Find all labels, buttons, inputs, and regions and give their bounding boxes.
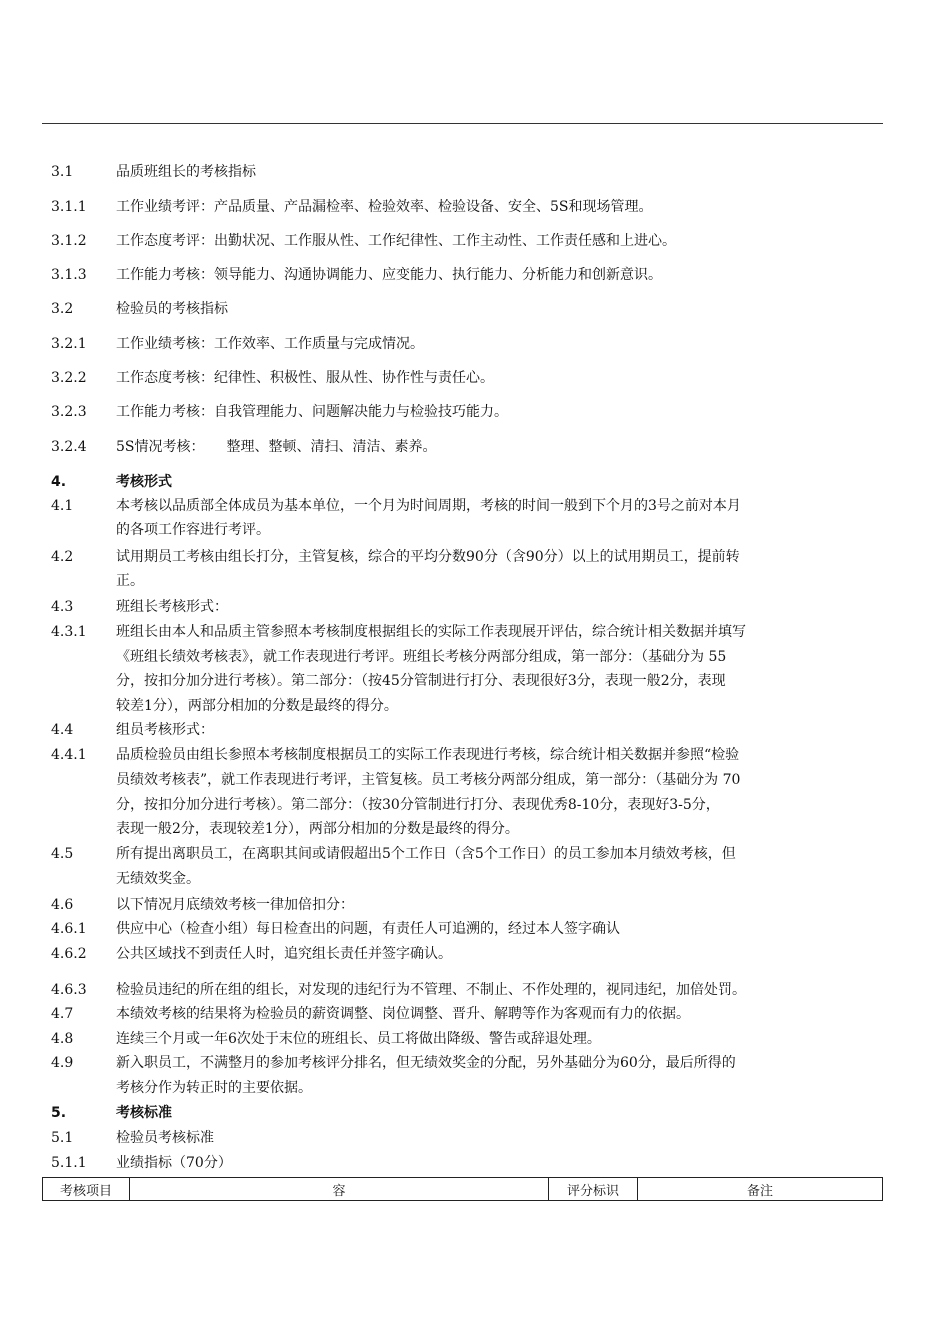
section-text: 检验员违纪的所在组的组长，对发现的违纪行为不管理、不制止、不作处理的，视同违纪，加倍处罚。 <box>116 982 746 998</box>
section-text: 公共区域找不到责任人时，追究组长责任并签字确认。 <box>116 946 452 962</box>
section-text: 正。 <box>116 573 144 589</box>
section-text: 员绩效考核表”，就工作表现进行考评，主管复核。员工考核分两部分组成，第一部分：（基础分为 70 <box>116 772 741 788</box>
section-number: 4.1 <box>51 498 74 514</box>
table-header-remark: 备注 <box>638 1178 883 1201</box>
section-number: 4.3 <box>51 599 74 615</box>
section-text: 工作能力考核：自我管理能力、问题解决能力与检验技巧能力。 <box>116 404 508 420</box>
section-number: 4.3.1 <box>51 624 87 640</box>
section-text <box>116 435 437 459</box>
section-number: 5.1 <box>51 1130 74 1146</box>
section-number: 4.9 <box>51 1055 74 1071</box>
section-number: 4. <box>51 474 67 490</box>
section-text: 供应中心（检查小组）每日检查出的问题，有责任人可追溯的，经过本人签字确认 <box>116 921 620 937</box>
table-header-row <box>43 1178 883 1201</box>
section-text: 连续三个月或一年6次处于末位的班组长、员工将做出降级、警告或辞退处理。 <box>116 1031 601 1047</box>
section-text: 工作业绩考核：工作效率、工作质量与完成情况。 <box>116 336 424 352</box>
section-text: 考核分作为转正时的主要依据。 <box>116 1080 312 1096</box>
section-text: 工作业绩考评：产品质量、产品漏检率、检验效率、检验设备、安全、5S和现场管理。 <box>116 199 653 215</box>
section-number: 3.1 <box>51 164 74 180</box>
section-text: 班组长考核形式： <box>116 599 228 615</box>
section-text: 无绩效奖金。 <box>116 871 200 887</box>
section-text: 较差1分），两部分相加的分数是最终的得分。 <box>116 698 398 714</box>
section-number: 3.2.1 <box>51 336 87 352</box>
section-number: 4.6.3 <box>51 982 87 998</box>
section-number: 4.4.1 <box>51 747 87 763</box>
section-text: 分，按扣分加分进行考核）。第二部分：（按45分管制进行打分、表现很好3分，表现一般2分，表现 <box>116 673 726 689</box>
section-number: 5.1.1 <box>51 1155 87 1171</box>
section-number: 4.2 <box>51 549 74 565</box>
section-number: 4.5 <box>51 846 74 862</box>
section-text: 试用期员工考核由组长打分，主管复核，综合的平均分数90分（含90分）以上的试用期员工，提前转 <box>116 549 740 565</box>
section-text: 工作态度考评：出勤状况、工作服从性、工作纪律性、工作主动性、工作责任感和上进心。 <box>116 233 676 249</box>
section-number: 4.4 <box>51 722 74 738</box>
section-number: 3.1.3 <box>51 267 87 283</box>
section-label: 5S情况考核： <box>116 439 205 455</box>
section-number: 4.7 <box>51 1006 74 1022</box>
section-number: 5. <box>51 1105 67 1121</box>
table-header-score: 评分标识 <box>549 1178 638 1201</box>
section-text: 组员考核形式： <box>116 722 214 738</box>
header-rule <box>42 123 883 124</box>
section-number: 3.1.2 <box>51 233 87 249</box>
section-number: 3.1.1 <box>51 199 87 215</box>
section-text: 品质班组长的考核指标 <box>116 164 256 180</box>
section-number: 4.8 <box>51 1031 74 1047</box>
section-text: 检验员的考核指标 <box>116 301 228 317</box>
section-text: 所有提出离职员工，在离职其间或请假超出5个工作日（含5个工作日）的员工参加本月绩效考核，但 <box>116 846 736 862</box>
section-number: 3.2.4 <box>51 439 87 455</box>
section-text: 分，按扣分加分进行考核）。第二部分：（按30分管制进行打分、表现优秀8-10分，表现好3-5分， <box>116 797 720 813</box>
section-text: 班组长由本人和品质主管参照本考核制度根据组长的实际工作表现展开评估，综合统计相关数据并填写 <box>116 624 746 640</box>
section-text: 表现一般2分，表现较差1分），两部分相加的分数是最终的得分。 <box>116 821 519 837</box>
section-text: 工作态度考核：纪律性、积极性、服从性、协作性与责任心。 <box>116 370 494 386</box>
section-text: 工作能力考核：领导能力、沟通协调能力、应变能力、执行能力、分析能力和创新意识。 <box>116 267 662 283</box>
assessment-table <box>42 1177 883 1201</box>
section-number: 4.6.2 <box>51 946 87 962</box>
section-number: 4.6.1 <box>51 921 87 937</box>
section-heading: 考核标准 <box>116 1105 172 1121</box>
section-number: 3.2 <box>51 301 74 317</box>
section-number: 3.2.3 <box>51 404 87 420</box>
section-text: 新入职员工，不满整月的参加考核评分排名，但无绩效奖金的分配，另外基础分为60分，最后所得的 <box>116 1055 736 1071</box>
section-number: 4.6 <box>51 897 74 913</box>
table-header-content: 容 <box>130 1178 549 1201</box>
section-number: 3.2.2 <box>51 370 87 386</box>
section-heading: 考核形式 <box>116 474 172 490</box>
section-text: 业绩指标（70分） <box>116 1155 232 1171</box>
section-text: 品质检验员由组长参照本考核制度根据员工的实际工作表现进行考核，综合统计相关数据并参照“检验 <box>116 747 740 763</box>
section-detail: 整理、整顿、清扫、清洁、素养。 <box>226 439 437 455</box>
table-header-item: 考核项目 <box>43 1178 130 1201</box>
section-text: 检验员考核标准 <box>116 1130 214 1146</box>
section-text: 的各项工作容进行考评。 <box>116 522 270 538</box>
section-text: 以下情况月底绩效考核一律加倍扣分： <box>116 897 354 913</box>
section-text: 本绩效考核的结果将为检验员的薪资调整、岗位调整、晋升、解聘等作为客观而有力的依据。 <box>116 1006 690 1022</box>
section-text: 《班组长绩效考核表》，就工作表现进行考评。班组长考核分两部分组成，第一部分：（基础分为 55 <box>116 649 727 665</box>
section-text: 本考核以品质部全体成员为基本单位，一个月为时间周期，考核的时间一般到下个月的3号之前对本月 <box>116 498 741 514</box>
